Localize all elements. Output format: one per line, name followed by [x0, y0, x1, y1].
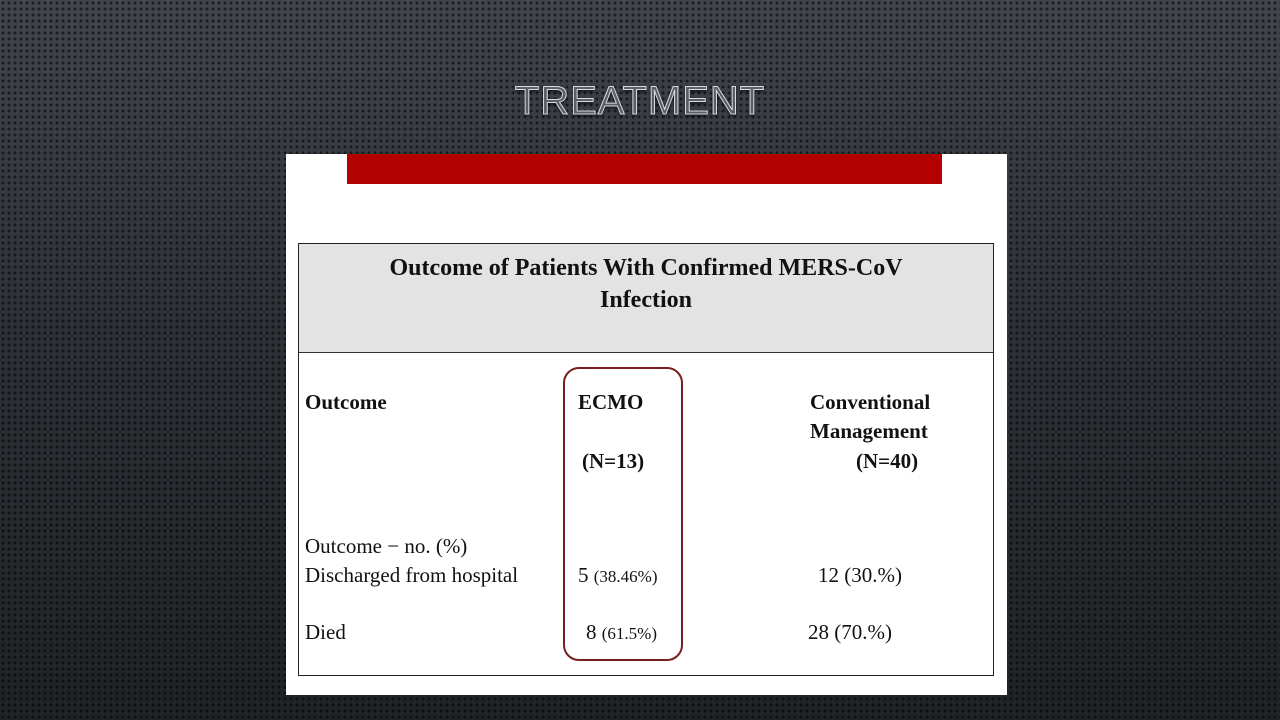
row-label-outcome: Outcome − no. (%): [305, 534, 468, 558]
ecmo-died-pct: (61.5%): [601, 624, 657, 643]
ecmo-discharged-pct: (38.46%): [593, 567, 658, 586]
header-management: Management: [810, 419, 928, 443]
conventional-died-value: 28 (70.%): [808, 620, 892, 644]
header-conventional: Conventional: [810, 390, 931, 414]
slide-title: TREATMENT: [514, 79, 766, 123]
table-title: [299, 244, 993, 353]
row-label-died: Died: [305, 620, 346, 644]
row-label-discharged: Discharged from hospital: [305, 563, 519, 587]
header-ecmo: ECMO: [578, 390, 644, 414]
header-conventional-n: (N=40): [856, 449, 919, 473]
conventional-discharged-value: 12 (30.%): [818, 563, 902, 587]
outcome-table: [298, 243, 994, 676]
table-image: [286, 154, 1007, 695]
red-accent-bar: [347, 154, 942, 184]
ecmo-discharged-value: [578, 560, 657, 592]
header-outcome: Outcome: [305, 390, 387, 414]
ecmo-died-count: 8: [586, 620, 597, 644]
table-title-line2: Infection: [600, 287, 692, 313]
header-ecmo-n: (N=13): [582, 449, 645, 473]
ecmo-died-value: [586, 617, 657, 649]
ecmo-discharged-count: 5: [578, 563, 589, 587]
table-title-line1: Outcome of Patients With Confirmed MERS-CoV: [389, 255, 903, 281]
